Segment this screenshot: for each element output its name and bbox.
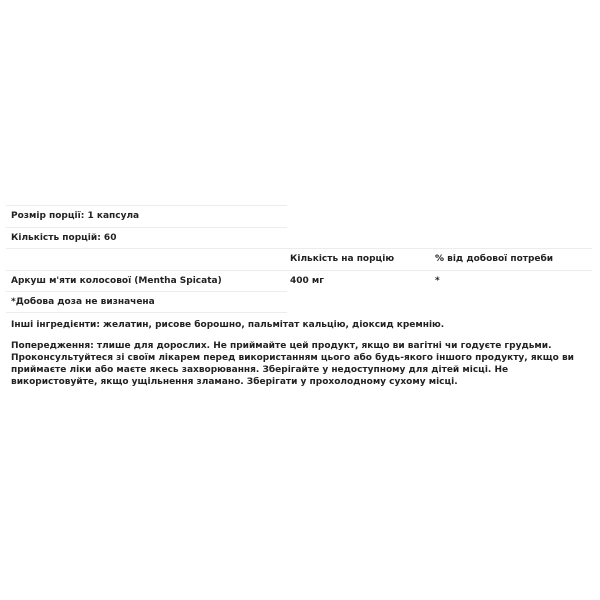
supplement-facts-table — [6, 205, 592, 313]
serving-size: Розмір порції: 1 капсула — [11, 211, 140, 222]
daily-value-header: % від добової потреби — [435, 254, 554, 265]
other-ingredients: Інші інгредієнти: желатин, рисове борошно, пальмітат кальцію, діоксид кремнію. — [11, 320, 445, 330]
servings-per-container-row — [6, 227, 287, 249]
footnote: *Добова доза не визначена — [11, 296, 155, 307]
ingredient-amount: 400 мг — [290, 275, 324, 286]
ingredient-name: Аркуш м'яти колосової (Mentha Spicata) — [11, 275, 222, 286]
table-row — [6, 270, 592, 292]
amount-per-serving-header: Кількість на порцію — [290, 254, 395, 265]
footnote-row — [6, 291, 287, 313]
table-header-row — [6, 248, 592, 270]
warning-text: Попередження: тлише для дорослих. Не приймайте цей продукт, якщо ви вагітні чи годуєте грудьми. Проконсультуйтеся зі своїм лікарем перед використанням цього або будь-якого іншого продукту, якщо ви приймаєте ліки або маєте якесь захворювання. Зберігайте у недоступному для дітей місці. Не використовуйте, якщо ущільнення зламано. Зберігати у прохолодному сухому місці. — [11, 341, 574, 387]
servings-per-container: Кількість порцій: 60 — [11, 232, 117, 243]
ingredient-daily-value: * — [435, 275, 440, 286]
serving-size-row — [6, 205, 287, 227]
